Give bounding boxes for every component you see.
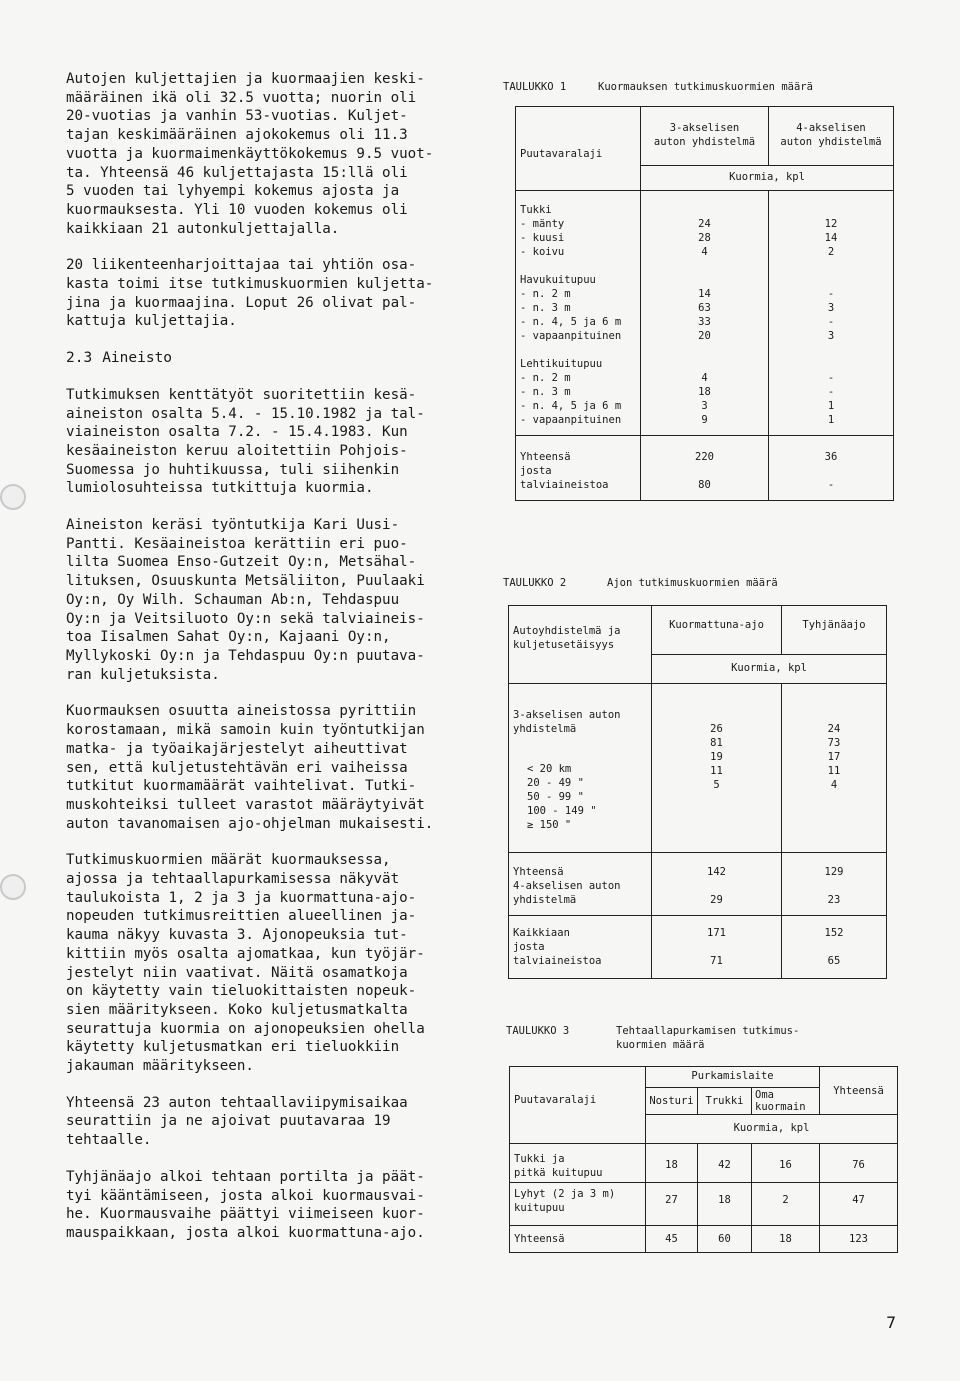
paragraph-collectors: Aineiston keräsi työntutkija Kari Uusi- Pantti. Kesäaineistoa kerättiin eri puo- lilta Suomea Enso-Gutzeit Oy:n, Metsähal- lituksen, Osuuskunta Metsäliiton, Puulaaki Oy:n, Oy Wilh. Schauman Ab:n, Tehdaspuu Oy:n ja Veitsiluoto Oy:n sekä talviaineis- toa Iisalmen Sahat Oy:n, Kajaani Oy:n, Myllykoski Oy:n ja Tehdaspuu Oy:n puutava- ran kuljetuksista.: [66, 517, 425, 683]
table2-title: Ajon tutkimuskuormien määrä: [607, 577, 778, 589]
table2-group2-labels: Yhteensä 4-akselisen auton yhdistelmä: [509, 853, 652, 916]
table1-body-labels: Tukki - mänty - kuusi - koivu Havukuitupuu - n. 2 m - n. 3 m - n. 4, 5 ja 6 m - vapaanpituinen Lehtikuitupuu - n. 2 m - n. 3 m - n. 4, 5 ja 6 m - vapaanpituinen: [516, 191, 641, 436]
paragraph-empty-run: Tyhjänäajo alkoi tehtaan portilta ja päät- tyi kääntämiseen, josta alkoi kuormausvai- he. Kuormausvaihe päättyi viimeiseen kuor- mauspaikkaan, josta alkoi kuormattuna-ajo.: [66, 1168, 425, 1241]
punch-hole-bottom: [0, 874, 26, 900]
table3-row1-crane: 18: [646, 1144, 698, 1183]
table3-header-total: Yhteensä: [820, 1067, 898, 1115]
table3-row3-crane: 45: [646, 1226, 698, 1253]
table1-footer-labels: Yhteensä josta talviaineistoa: [516, 436, 641, 501]
table3-header-device: Purkamislaite: [646, 1067, 820, 1088]
table2-group3-empty: 152 65: [782, 916, 887, 979]
table3-header-type: Puutavaralaji: [510, 1067, 646, 1144]
table3-row1-label: Tukki ja pitkä kuitupuu: [510, 1144, 646, 1183]
table3-header-own-loader: Oma kuormain: [752, 1088, 820, 1115]
table2: [508, 605, 887, 979]
table1-footer-4axle: 36 -: [769, 436, 894, 501]
table3-row1-own: 16: [752, 1144, 820, 1183]
section-title: Aineisto: [102, 350, 173, 367]
table1-title: Kuormauksen tutkimuskuormien määrä: [598, 81, 813, 93]
paragraph-load-counts: Tutkimuskuormien määrät kuormauksessa, ajossa ja tehtaallapurkamisessa näkyvät taulukoista 1, 2 ja 3 ja kuormattuna-ajo- nopeuden tutkimusreittien alueellinen ja- kauma näkyy kuvasta 3. Ajonopeuksia tut- kittiin myös osalta ajomatkaa, kun työjär- jestelyt niin vaativat. Näitä osamatkoja on käytetty vain tieluokittaisten nopeuk- sien määritykseen. Koko kuljetusmatkalta seurattuja kuormia on ajonopeuksien ohella käytetty kuljetusmatkan eri tieluokkiin jakauman määritykseen.: [66, 852, 425, 1075]
table3-row3-forklift: 60: [698, 1226, 752, 1253]
table2-header-empty: Tyhjänäajo: [782, 606, 887, 655]
table3-header-unit: Kuormia, kpl: [646, 1115, 898, 1144]
paragraph-contractors: 20 liikenteenharjoittajaa tai yhtiön osa- kasta toimi itse tutkimuskuormien kuljetta- jina ja kuormaajina. Loput 26 olivat pal- kattuja kuljettajia.: [66, 257, 434, 330]
table1-footer-3axle: 220 80: [641, 436, 769, 501]
table1-header-4axle: 4-akselisen auton yhdistelmä: [769, 107, 894, 166]
table1: [515, 106, 894, 501]
table3-row3-label: Yhteensä: [510, 1226, 646, 1253]
table3-header-forklift: Trukki: [698, 1088, 752, 1115]
table2-group2-empty: 129 23: [782, 853, 887, 916]
table3-row2-forklift: 18: [698, 1183, 752, 1226]
paragraph-fieldwork: Tutkimuksen kenttätyöt suoritettiin kesä- aineiston osalta 5.4. - 15.10.1982 ja tal- viaineiston osalta 7.2. - 15.4.1983. Kun kesäaineiston keruu aloitettiin Pohjois- Suomessa jo huhtikuussa, tuli siihenkin lumiolosuhteissa tutkittuja kuormia.: [66, 386, 425, 497]
table2-header-loaded: Kuormattuna-ajo: [652, 606, 782, 655]
table1-body-3axle: 24 28 4 14 63 33 20 4 18 3 9: [641, 191, 769, 436]
table1-caption: [503, 80, 903, 96]
table3-row2-crane: 27: [646, 1183, 698, 1226]
page-number: 7: [886, 1313, 897, 1332]
paragraph-loading-share: Kuormauksen osuutta aineistossa pyrittiin korostamaan, mikä samoin kuin työntutkijan matka- ja työaikajärjestelyt aiheuttivat sen, että kuljetustehtävän eri vaiheissa tutkitut kuormamäärät vaihtelivat. Tutki- muskohteiksi tulleet varastot määräytyivät auton tavanomaisen ajo-ohjelman mukaisesti.: [66, 703, 434, 832]
left-column: [66, 70, 466, 1261]
table2-distance-rows: < 20 km 20 - 49 " 50 - 99 " 100 - 149 " ≥ 150 ": [527, 763, 597, 831]
table1-label: TAULUKKO 1: [503, 81, 567, 93]
table3-label: TAULUKKO 3: [506, 1025, 570, 1037]
table2-header-unit: Kuormia, kpl: [652, 655, 887, 684]
paragraph-driver-age: Autojen kuljettajien ja kuormaajien keski- määräinen ikä oli 32.5 vuotta; nuorin oli 20-vuotias ja vanhin 53-vuotias. Kuljet- tajan keskimääräinen ajokokemus oli 11.3 vuotta ja kuormaimenkäyttökokemus 9.5 vuot- ta. Yhteensä 46 kuljettajasta 15:llä oli 5 vuoden tai lyhyempi kokemus ajosta ja kuormauksesta. Yli 10 vuoden kokemus oli kaikkiaan 21 autonkuljettajalla.: [66, 71, 434, 237]
table2-label: TAULUKKO 2: [503, 577, 567, 589]
table3-header-crane: Nosturi: [646, 1088, 698, 1115]
section-heading: [66, 349, 466, 368]
table1-header-3axle: 3-akselisen auton yhdistelmä: [641, 107, 769, 166]
table3-row1-forklift: 42: [698, 1144, 752, 1183]
table3-row3-own: 18: [752, 1226, 820, 1253]
table3-row3-total: 123: [820, 1226, 898, 1253]
table1-header-type: Puutavaralaji: [516, 107, 641, 191]
table3-row2-own: 2: [752, 1183, 820, 1226]
table1-header-unit: Kuormia, kpl: [641, 166, 894, 191]
table3-row2-total: 47: [820, 1183, 898, 1226]
section-number: 2.3: [66, 350, 93, 367]
table2-group1-label: 3-akselisen auton yhdistelmä: [513, 709, 621, 735]
table2-group1-empty: 24 73 17 11 4: [782, 684, 887, 853]
table2-group3-labels: Kaikkiaan josta talviaineistoa: [509, 916, 652, 979]
punch-hole-top: [0, 484, 26, 510]
table2-group2-loaded: 142 29: [652, 853, 782, 916]
table3-row1-total: 76: [820, 1144, 898, 1183]
table2-caption: [503, 576, 903, 592]
table2-group1-loaded: 26 81 19 11 5: [652, 684, 782, 853]
table1-body-4axle: 12 14 2 - 3 - 3 - - 1 1: [769, 191, 894, 436]
table2-group1: [509, 684, 652, 853]
table3-title: Tehtaallapurkamisen tutkimus- kuormien määrä: [616, 1025, 800, 1051]
table3-row2-label: Lyhyt (2 ja 3 m) kuitupuu: [510, 1183, 646, 1226]
paragraph-mill-delay: Yhteensä 23 auton tehtaallaviipymisaikaa seurattiin ja ne ajoivat puutavaraa 19 tehtaalle.: [66, 1094, 408, 1149]
table3: [509, 1066, 898, 1253]
table2-header-type: Autoyhdistelmä ja kuljetusetäisyys: [509, 606, 652, 684]
table3-caption: [506, 1024, 906, 1054]
table2-group3-loaded: 171 71: [652, 916, 782, 979]
